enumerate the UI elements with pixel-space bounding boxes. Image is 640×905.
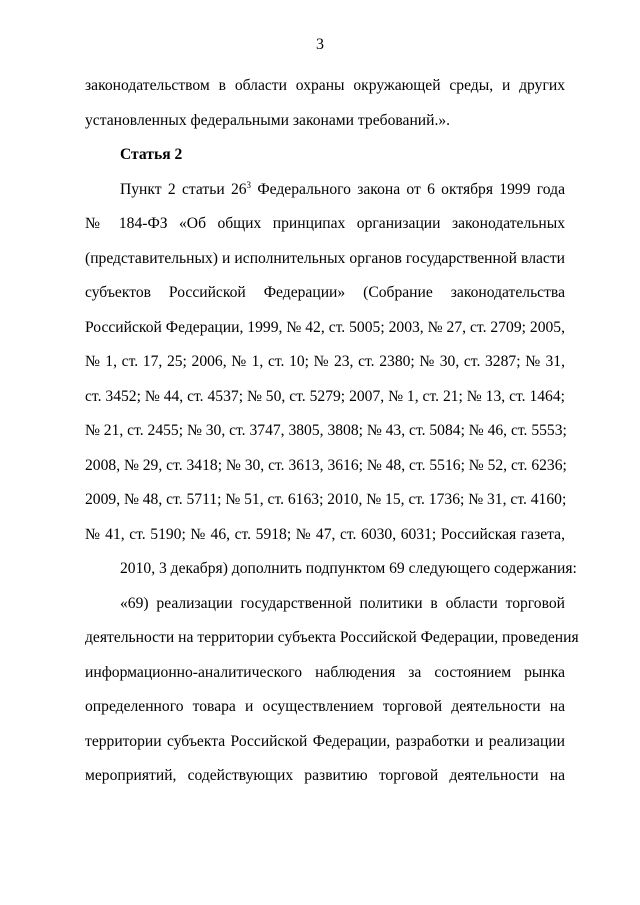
text-line: 2010, 3 декабря) дополнить подпунктом 69 следующего содержания: <box>120 560 577 577</box>
text-line: № 184-ФЗ «Об общих принципах организации законодательных <box>85 215 565 232</box>
text-line: мероприятий, содействующих развитию торговой деятельности на <box>85 767 565 784</box>
text-line <box>85 173 565 208</box>
text-line: (представительных) и исполнительных органов государственной власти <box>85 249 565 267</box>
page-number: 3 <box>316 36 324 53</box>
text-line: установленных федеральными законами требований.». <box>85 111 451 129</box>
text-line: деятельности на территории субъекта Российской Федерации, проведения <box>85 629 579 646</box>
text-line: Российской Федерации, 1999, № 42, ст. 5005; 2003, № 27, ст. 2709; 2005, <box>85 318 565 336</box>
text-line: № 21, ст. 2455; № 30, ст. 3747, 3805, 3808; № 43, ст. 5084; № 46, ст. 5553; <box>85 422 567 439</box>
document-body <box>85 69 579 794</box>
text-line: определенного товара и осуществлением торговой деятельности на <box>85 698 565 715</box>
superscript: 3 <box>246 179 252 190</box>
text-line: 2008, № 29, ст. 3418; № 30, ст. 3613, 3616; № 48, ст. 5516; № 52, ст. 6236; <box>85 456 567 474</box>
text-line: законодательством в области охраны окружающей среды, и других <box>85 77 565 94</box>
text-line: «69) реализации государственной политики в области торговой <box>120 594 565 612</box>
text-line: № 1, ст. 17, 25; 2006, № 1, ст. 10; № 23, ст. 2380; № 30, ст. 3287; № 31, <box>85 353 565 370</box>
article-heading: Статья 2 <box>120 146 183 163</box>
text-line: 2009, № 48, ст. 5711; № 51, ст. 6163; 2010, № 15, ст. 1736; № 31, ст. 4160; <box>85 491 567 508</box>
text-fragment: Пункт 2 статьи 26 <box>120 180 247 198</box>
text-fragment: Федерального закона от 6 октября 1999 года <box>251 180 565 198</box>
text-line: ст. 3452; № 44, ст. 4537; № 50, ст. 5279; 2007, № 1, ст. 21; № 13, ст. 1464; <box>85 387 565 405</box>
text-line: информационно-аналитического наблюдения за состоянием рынка <box>85 663 565 681</box>
text-line: № 41, ст. 5190; № 46, ст. 5918; № 47, ст. 6030, 6031; Российская газета, <box>85 525 565 543</box>
text-line: субъектов Российской Федерации» (Собрание законодательства <box>85 284 565 301</box>
text-line: территории субъекта Российской Федерации, разработки и реализации <box>85 732 565 750</box>
